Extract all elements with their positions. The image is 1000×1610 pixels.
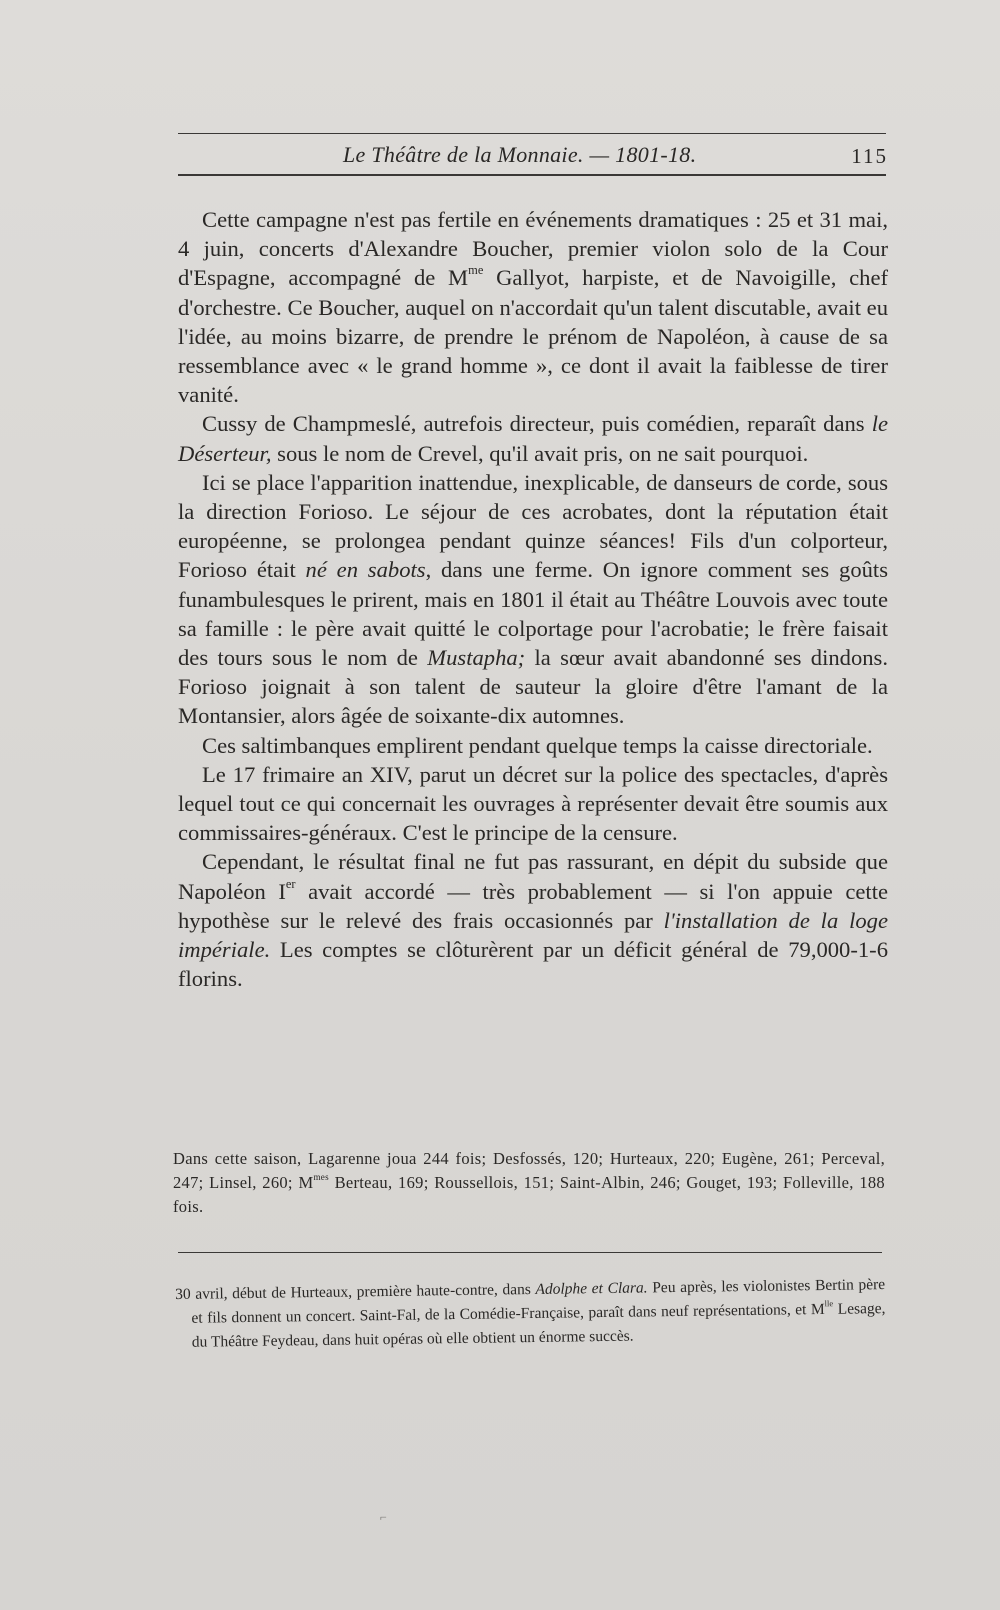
italic-mustapha: Mustapha; bbox=[427, 645, 526, 671]
work-title-adolphe-et-clara: Adolphe et Clara. bbox=[535, 1279, 648, 1298]
paragraph-3-text-b: , dans une ferme. On ignore comment ses goûts funambulesques le prirent, mais en 1801 il était au Théâtre Louvois avec toute sa famille : le père avait quitté le colportage pour l'acrobatie; le frère faisait des tours sous le nom de bbox=[178, 557, 888, 671]
paragraph-2-text-b: sous le nom de Crevel, qu'il avait pris, on ne sait pourquoi. bbox=[271, 440, 809, 466]
paragraph-2 bbox=[178, 409, 888, 467]
footnote-rule bbox=[178, 1252, 882, 1253]
paragraph-5: Le 17 frimaire an XIV, parut un décret sur la police des spectacles, d'après lequel tout ce qui concernait les ouvrages à représenter devait être soumis aux commissaires-généraux. C'est le principe de la censure. bbox=[178, 761, 888, 846]
footnote-text-a: 30 avril, début de Hurteaux, première haute-contre, dans bbox=[175, 1280, 536, 1303]
paragraph-1-text-a: Cette campagne n'est pas fertile en événements dramatiques : 25 et 31 mai, 4 juin, concerts d'Alexandre Boucher, premier violon solo de la Cour d'Espagne, accompagné de M bbox=[178, 207, 888, 291]
footnote bbox=[175, 1273, 886, 1355]
paragraph-6 bbox=[178, 847, 888, 993]
paragraph-3-text-a: Ici se place l'apparition inattendue, inexplicable, de danseurs de corde, sous la direction Forioso. Le séjour de ces acrobates, dont la réputation était européenne, se prolongea pendant quinze séances! Fils d'un colporteur, Forioso était bbox=[178, 469, 888, 583]
running-header bbox=[178, 138, 888, 172]
superscript-me: me bbox=[468, 263, 484, 278]
running-title: Le Théâtre de la Monnaie. — 1801-18. bbox=[343, 142, 697, 167]
paragraph-6-text-b: avait accordé — très probablement — si l'on appuie cette hypothèse sur le relevé des frais occasionnés par bbox=[178, 878, 888, 933]
paragraph-3 bbox=[178, 468, 888, 731]
italic-loge-imperiale: l'installation de la loge impériale. bbox=[178, 907, 888, 963]
page-speck: ⌐ bbox=[380, 1510, 387, 1524]
paragraph-6-text-a: Cependant, le résultat final ne fut pas rassurant, en dépit du subside que Napoléon I bbox=[178, 849, 888, 904]
paragraph-1-text-b: Gallyot, harpiste, et de Navoigille, chef d'orchestre. Ce Boucher, auquel on n'accordait qu'un talent discutable, avait eu l'idée, au moins bizarre, de prendre le prénom de Napoléon, à cause de sa ressemblance avec « le grand homme », ce dont il avait la faiblesse de tirer vanité. bbox=[178, 265, 888, 408]
season-note-text-b: Berteau, 169; Roussellois, 151; Saint-Albin, 246; Gouget, 193; Folleville, 188 fois. bbox=[173, 1173, 885, 1216]
paragraph-6-text-c: Les comptes se clôturèrent par un déficit général de 79,000-1-6 florins. bbox=[178, 937, 888, 992]
page-number: 115 bbox=[851, 144, 888, 168]
season-note bbox=[173, 1147, 885, 1219]
paragraph-3-text-c: la sœur avait abandonné ses dindons. Forioso joignait à son talent de sauteur la gloire d'être l'amant de la Montansier, alors âgée de soixante-dix automnes. bbox=[178, 645, 888, 729]
superscript-er: er bbox=[285, 876, 296, 891]
paragraph-4: Ces saltimbanques emplirent pendant quelque temps la caisse directoriale. bbox=[202, 732, 873, 758]
italic-ne-en-sabots: né en sabots bbox=[305, 557, 426, 583]
header-top-rule bbox=[178, 133, 886, 134]
season-note-text-a: Dans cette saison, Lagarenne joua 244 fois; Desfossés, 120; Hurteaux, 220; Eugène, 261; Perceval, 247; Linsel, 260; M bbox=[173, 1149, 885, 1192]
footnote-paragraph bbox=[175, 1273, 886, 1355]
footnote-text-c: Lesage, du Théâtre Feydeau, dans huit opéras où elle obtient un énorme succès. bbox=[191, 1300, 886, 1351]
work-title-deserteur: le Déserteur, bbox=[178, 411, 888, 466]
header-bottom-rule bbox=[178, 174, 886, 176]
main-text bbox=[178, 205, 888, 993]
superscript-mes: mes bbox=[313, 1171, 329, 1182]
superscript-lle: lle bbox=[824, 1298, 834, 1309]
paragraph-2-text-a: Cussy de Champmeslé, autrefois directeur, puis comédien, reparaît dans bbox=[202, 411, 872, 437]
paragraph-1 bbox=[178, 205, 888, 409]
footnote-text-b: Peu après, les violonistes Bertin père et fils donnent un concert. Saint-Fal, de la Comédie-Française, paraît dans neuf représentations, et M bbox=[191, 1276, 886, 1327]
